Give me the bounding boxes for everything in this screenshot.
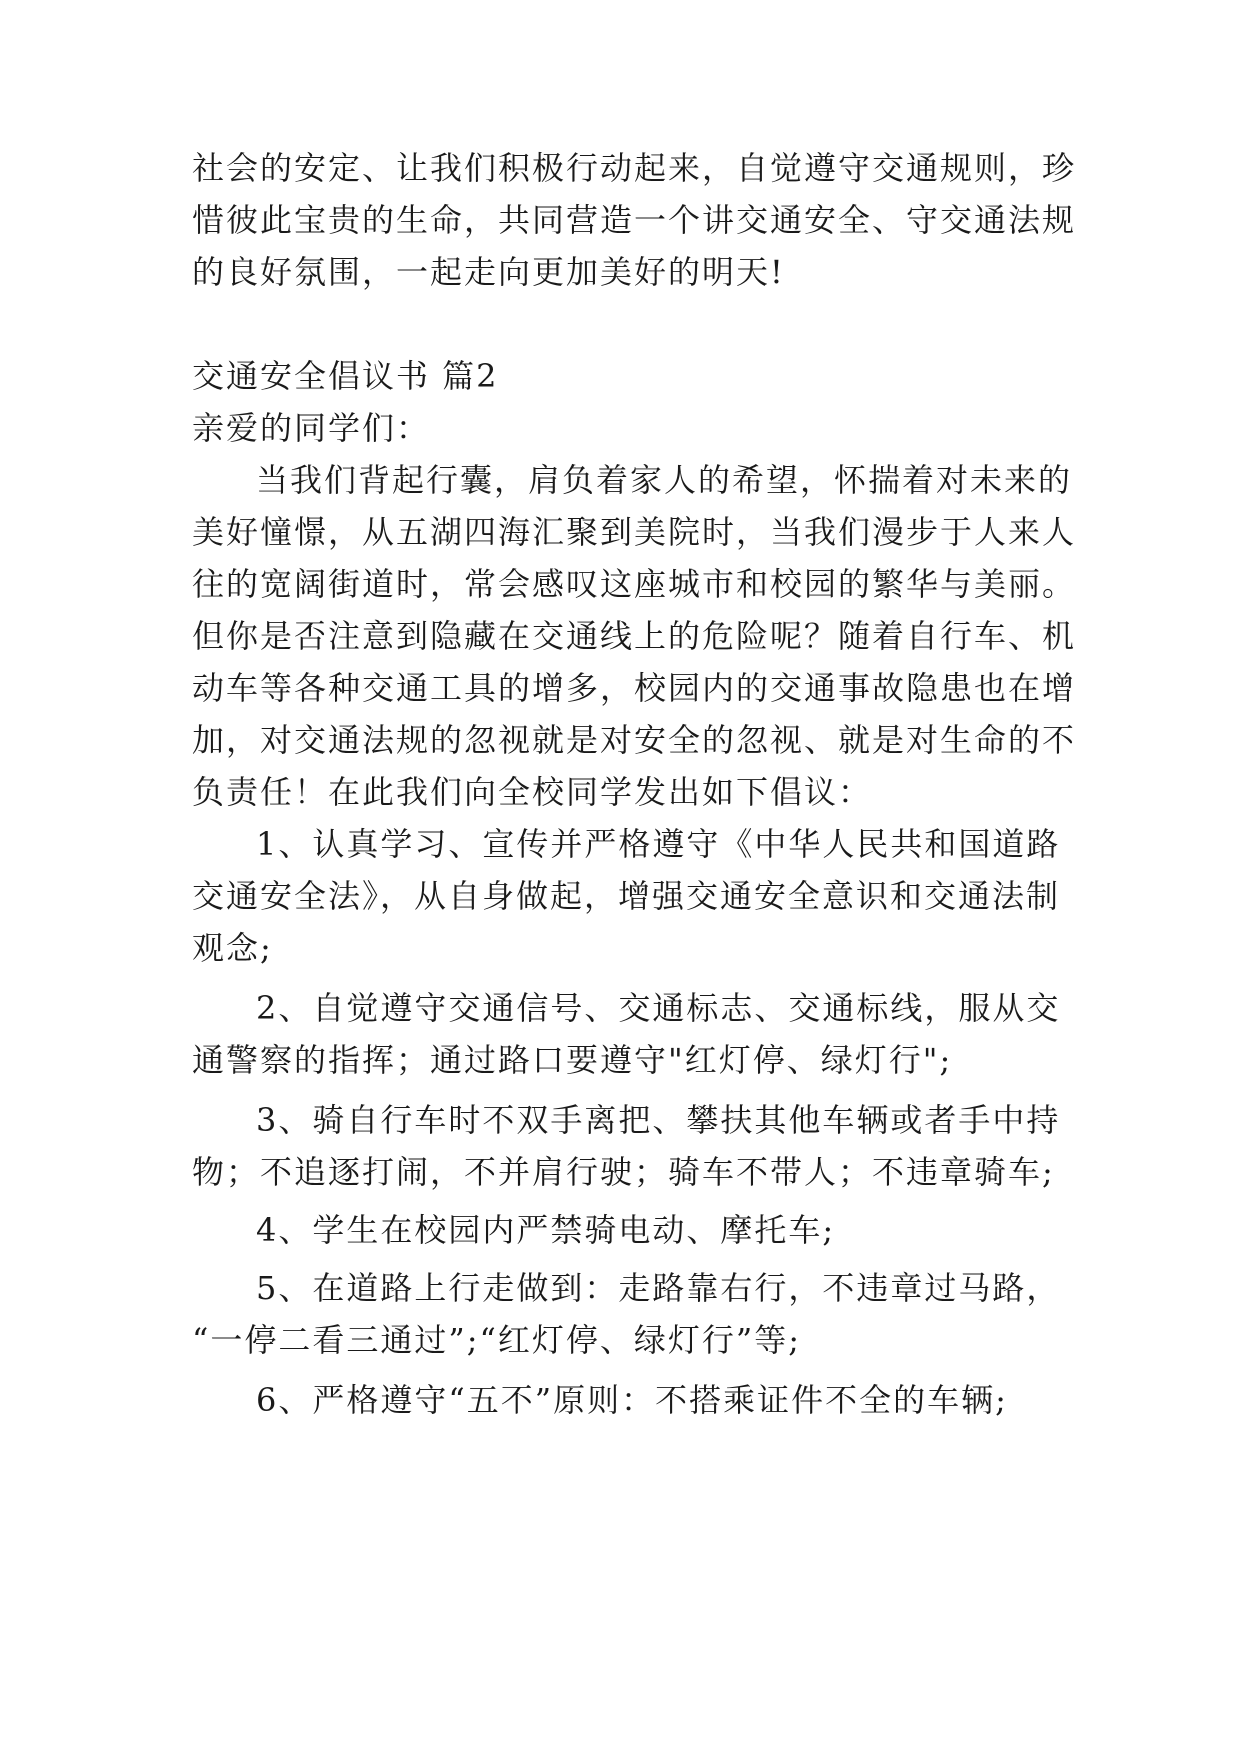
salutation: 亲爱的同学们： <box>192 409 431 447</box>
body-line-5: 动车等各种交通工具的增多，校园内的交通事故隐患也在增 <box>192 669 1077 707</box>
item-6-line-1: 6、严格遵守“五不”原则：不搭乘证件不全的车辆; <box>256 1381 1008 1419</box>
body-line-6: 加，对交通法规的忽视就是对安全的忽视、就是对生命的不 <box>192 721 1077 759</box>
body-line-7: 负责任！在此我们向全校同学发出如下倡议： <box>192 773 873 811</box>
item-1-line-2: 交通安全法》，从自身做起，增强交通安全意识和交通法制 <box>192 877 1061 915</box>
intro-line-3: 的良好氛围，一起走向更加美好的明天! <box>192 253 785 291</box>
intro-line-1: 社会的安定、让我们积极行动起来，自觉遵守交通规则，珍 <box>192 149 1077 187</box>
intro-line-2: 惜彼此宝贵的生命，共同营造一个讲交通安全、守交通法规 <box>192 201 1077 239</box>
item-1-line-3: 观念; <box>192 929 273 967</box>
item-5-line-1: 5、在道路上行走做到：走路靠右行，不违章过马路， <box>256 1269 1061 1307</box>
item-2-line-2: 通警察的指挥；通过路口要遵守"红灯停、绿灯行"; <box>192 1041 953 1079</box>
body-line-4: 但你是否注意到隐藏在交通线上的危险呢？随着自行车、机 <box>192 617 1077 655</box>
item-3-line-1: 3、骑自行车时不双手离把、攀扶其他车辆或者手中持 <box>256 1101 1061 1139</box>
item-4-line-1: 4、学生在校园内严禁骑电动、摩托车; <box>256 1211 836 1249</box>
section-title: 交通安全倡议书 篇2 <box>192 357 499 395</box>
body-line-1: 当我们背起行囊，肩负着家人的希望，怀揣着对未来的 <box>256 461 1073 499</box>
item-2-line-1: 2、自觉遵守交通信号、交通标志、交通标线，服从交 <box>256 989 1061 1027</box>
body-line-2: 美好憧憬，从五湖四海汇聚到美院时，当我们漫步于人来人 <box>192 513 1077 551</box>
body-line-3: 往的宽阔街道时，常会感叹这座城市和校园的繁华与美丽。 <box>192 565 1077 603</box>
item-3-line-2: 物；不追逐打闹，不并肩行驶；骑车不带人；不违章骑车; <box>192 1153 1055 1191</box>
item-1-line-1: 1、认真学习、宣传并严格遵守《中华人民共和国道路 <box>256 825 1061 863</box>
item-5-line-2: “一停二看三通过”;“红灯停、绿灯行”等; <box>192 1321 802 1359</box>
